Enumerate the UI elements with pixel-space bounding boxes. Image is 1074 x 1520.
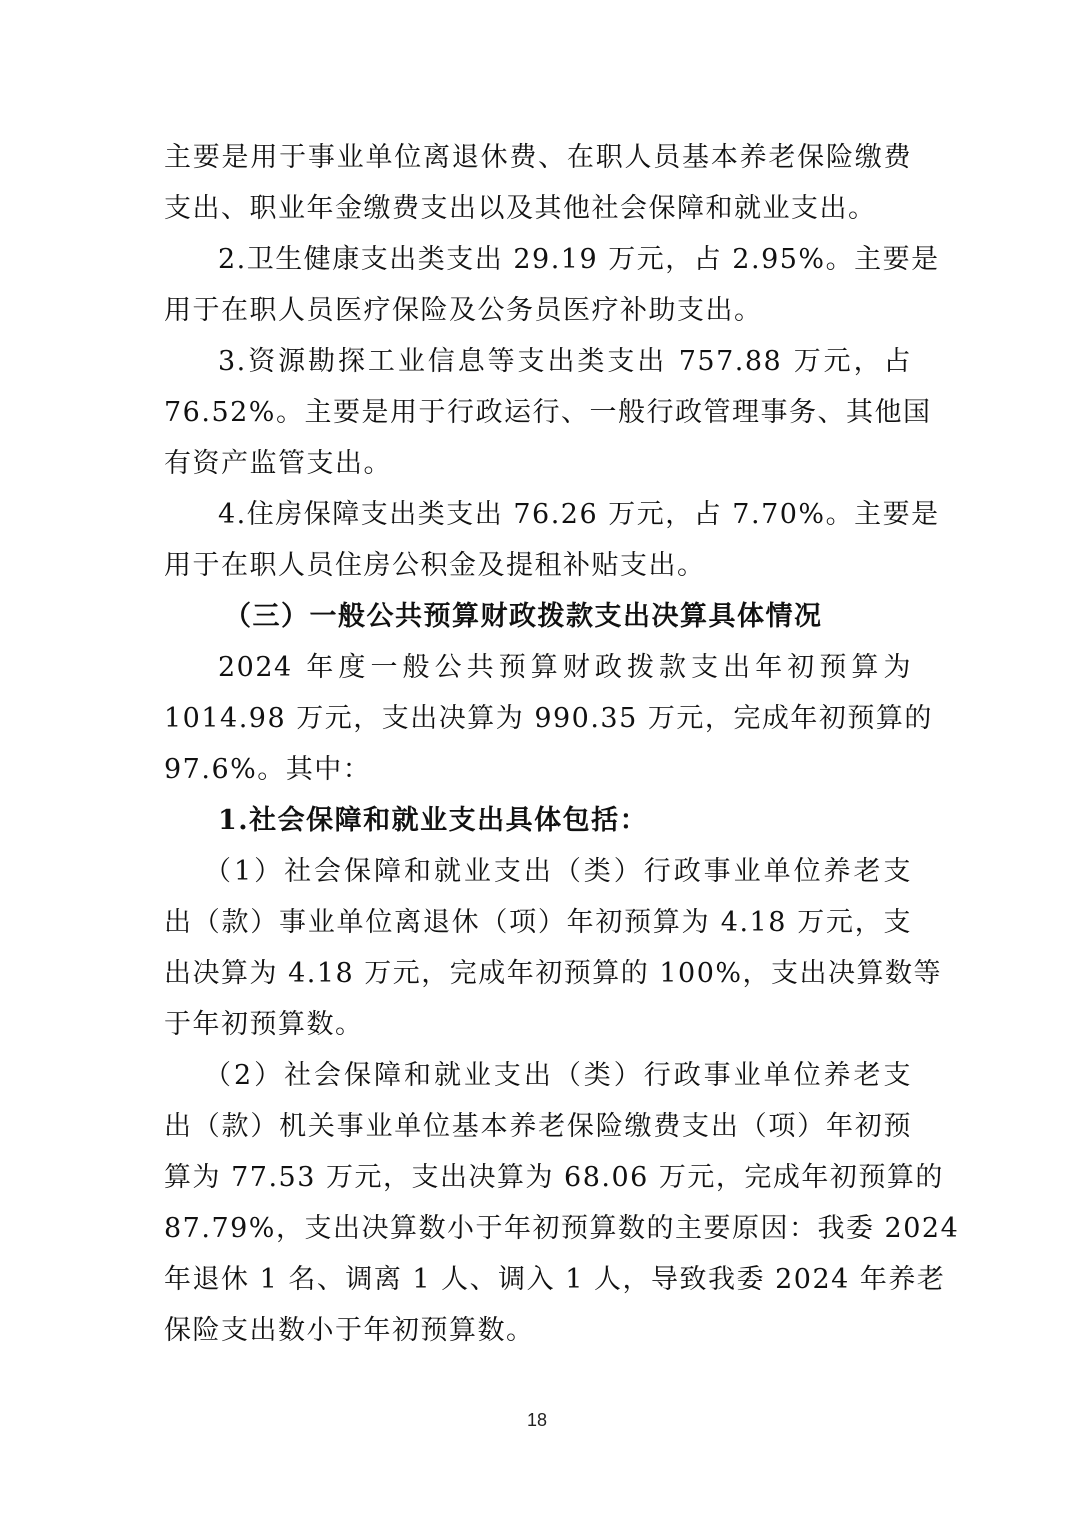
text-line: 用于在职人员医疗保险及公务员医疗补助支出。	[164, 295, 763, 326]
paragraph	[164, 234, 940, 336]
text-line: 主要是用于事业单位离退休费、在职人员基本养老保险缴费	[164, 142, 912, 173]
paragraph	[164, 642, 933, 795]
text-line: 76.52%。主要是用于行政运行、一般行政管理事务、其他国	[164, 397, 932, 428]
text-line: 算为 77.53 万元，支出决算为 68.06 万元，完成年初预算的	[164, 1162, 944, 1193]
text-line: （1）社会保障和就业支出（类）行政事业单位养老支	[204, 856, 912, 887]
heading-text: （三）一般公共预算财政拨款支出决算具体情况	[224, 601, 823, 632]
text-line: （2）社会保障和就业支出（类）行政事业单位养老支	[204, 1060, 912, 1091]
heading-text: 1.社会保障和就业支出具体包括：	[218, 805, 649, 836]
text-line: 2.卫生健康支出类支出 29.19 万元，占 2.95%。主要是	[218, 244, 940, 275]
section-heading	[164, 591, 912, 642]
paragraph	[164, 1050, 960, 1356]
paragraph	[164, 132, 912, 234]
text-line: 保险支出数小于年初预算数。	[164, 1315, 535, 1346]
page-number: 18	[526, 1410, 548, 1430]
text-line: 3.资源勘探工业信息等支出类支出 757.88 万元，占	[218, 346, 912, 377]
text-line: 4.住房保障支出类支出 76.26 万元，占 7.70%。主要是	[218, 499, 940, 530]
text-line: 1014.98 万元，支出决算为 990.35 万元，完成年初预算的	[164, 703, 933, 734]
subsection-heading	[164, 795, 912, 846]
paragraph	[164, 489, 940, 591]
text-line: 87.79%，支出决算数小于年初预算数的主要原因：我委 2024	[164, 1213, 960, 1244]
text-line: 出（款）机关事业单位基本养老保险缴费支出（项）年初预	[164, 1111, 912, 1142]
paragraph	[164, 846, 943, 1050]
text-line: 有资产监管支出。	[164, 448, 392, 479]
text-line: 出决算为 4.18 万元，完成年初预算的 100%，支出决算数等	[164, 958, 943, 989]
paragraph	[164, 336, 932, 489]
text-line: 年退休 1 名、调离 1 人、调入 1 人，导致我委 2024 年养老	[164, 1264, 946, 1295]
text-line: 出（款）事业单位离退休（项）年初预算为 4.18 万元，支	[164, 907, 912, 938]
text-line: 支出、职业年金缴费支出以及其他社会保障和就业支出。	[164, 193, 877, 224]
text-line: 于年初预算数。	[164, 1009, 364, 1040]
document-body	[164, 132, 960, 1356]
text-line: 97.6%。其中：	[164, 754, 372, 785]
text-line: 2024 年度一般公共预算财政拨款支出年初预算为	[218, 652, 912, 683]
text-line: 用于在职人员住房公积金及提租补贴支出。	[164, 550, 706, 581]
